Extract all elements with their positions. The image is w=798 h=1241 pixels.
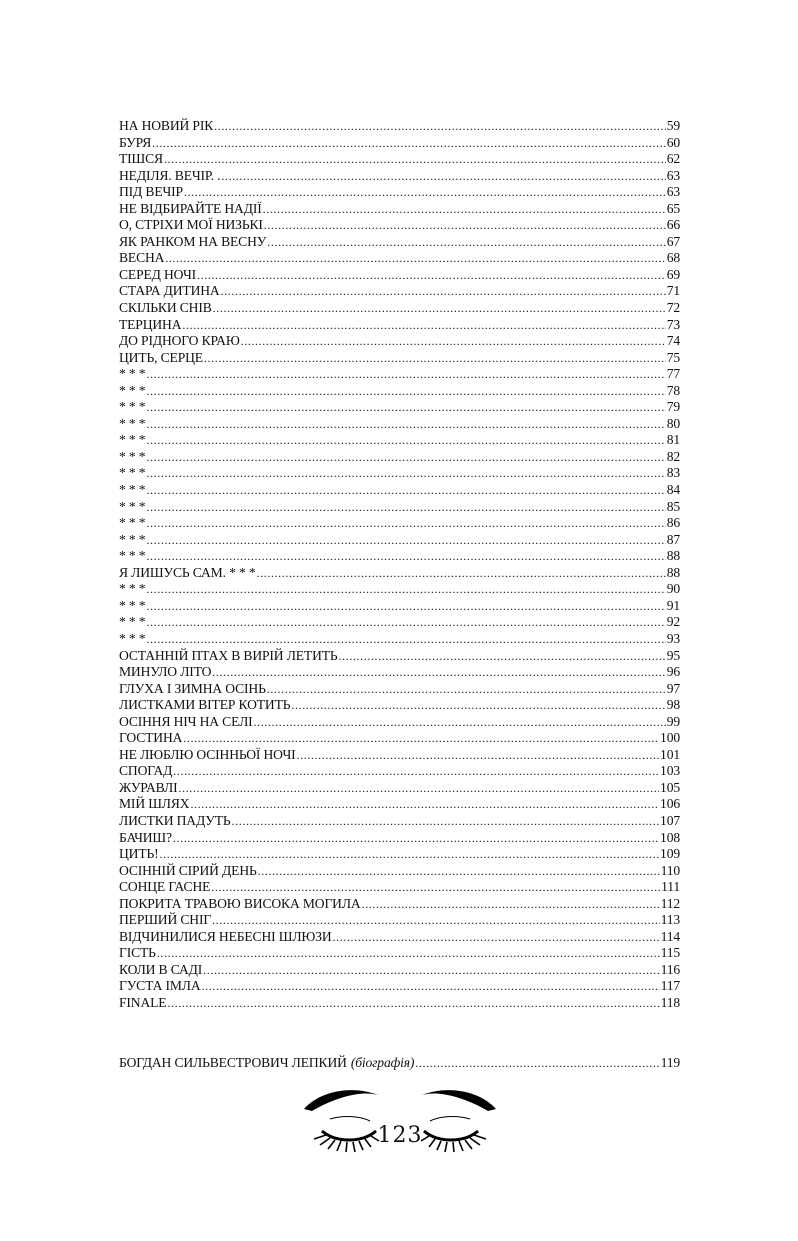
toc-entry-page: 106 (660, 796, 680, 812)
toc-entry[interactable] (119, 366, 680, 383)
toc-entry-title: ЛИСТКИ ПАДУТЬ (119, 812, 231, 828)
toc-entry[interactable] (119, 681, 680, 698)
leader-dots (221, 168, 665, 185)
leader-dots (146, 598, 665, 615)
toc-entry-page: 91 (666, 597, 680, 613)
toc-entry-page: 109 (660, 846, 680, 862)
leader-dots (232, 813, 660, 830)
toc-entry[interactable] (119, 151, 680, 168)
toc-entry-page: 77 (666, 366, 680, 382)
toc-entry-title: КОЛИ В САДІ (119, 961, 203, 977)
leader-dots (173, 830, 659, 847)
leader-dots (160, 846, 660, 863)
toc-entry-title: * * * (119, 448, 146, 464)
toc-entry[interactable] (119, 780, 680, 797)
toc-entry-title: НЕ ЛЮБЛЮ ОСІННЬОЇ НОЧІ (119, 746, 296, 762)
toc-entry-title: ПІД ВЕЧІР (119, 184, 183, 200)
leader-dots (241, 333, 666, 350)
toc-entry-page: 65 (666, 200, 680, 216)
toc-entry[interactable] (119, 714, 680, 731)
toc-entry-page: 81 (666, 432, 680, 448)
toc-entry-page: 63 (666, 184, 680, 200)
toc-entry-title: СПОГАД (119, 763, 173, 779)
toc-entry-page: 100 (660, 730, 680, 746)
leader-dots (146, 449, 665, 466)
leader-dots (197, 267, 666, 284)
toc-entry[interactable] (119, 631, 680, 648)
toc-entry[interactable] (119, 978, 680, 995)
toc-entry-title: * * * (119, 432, 146, 448)
leader-dots (263, 201, 666, 218)
toc-entry-page: 108 (660, 829, 680, 845)
toc-entry[interactable] (119, 796, 680, 813)
toc-entry-title: ЖУРАВЛІ (119, 779, 178, 795)
leader-dots (339, 648, 666, 665)
toc-entry-title: ГОСТИНА (119, 730, 183, 746)
toc-entry-title: FINALE (119, 994, 167, 1010)
toc-entry-page: 82 (666, 448, 680, 464)
toc-entry[interactable] (119, 383, 680, 400)
toc-entry-page: 74 (666, 333, 680, 349)
toc-entry-page: 62 (666, 151, 680, 167)
leader-dots (202, 978, 660, 995)
toc-entry-title: МІЙ ШЛЯХ (119, 796, 190, 812)
leader-dots (146, 614, 665, 631)
toc-entry-title: * * * (119, 581, 146, 597)
toc-entry[interactable] (119, 118, 680, 135)
toc-entry-page: 79 (666, 399, 680, 415)
toc-entry-page: 59 (666, 118, 680, 133)
toc-entry-title: О, СТРІХИ МОЇ НИЗЬКІ (119, 217, 263, 233)
toc-entry[interactable] (119, 201, 680, 218)
leader-dots (179, 780, 660, 797)
toc-entry-title: ПЕРШИЙ СНІГ (119, 912, 212, 928)
toc-entry[interactable] (119, 416, 680, 433)
toc-entry-page: 63 (666, 167, 680, 183)
leader-dots (146, 432, 665, 449)
toc-entry-title: НА НОВИЙ РІК (119, 118, 214, 133)
toc-entry[interactable] (119, 598, 680, 615)
leader-dots (258, 863, 660, 880)
toc-entry-page: 113 (660, 912, 680, 928)
leader-dots (152, 135, 666, 152)
toc-entry-page: 75 (666, 349, 680, 365)
leader-dots (165, 250, 665, 267)
toc-entry-title: * * * (119, 382, 146, 398)
toc-entry-title: МИНУЛО ЛІТО (119, 664, 212, 680)
toc-entry-title: БУРЯ (119, 134, 152, 150)
toc-entry-title: ТЕРЦИНА (119, 316, 182, 332)
leader-dots (173, 763, 659, 780)
toc-entry-page: 117 (660, 978, 680, 994)
toc-entry[interactable] (119, 532, 680, 549)
toc-entry-title: * * * (119, 614, 146, 630)
toc-entry[interactable] (119, 499, 680, 516)
toc-entry-page: 110 (660, 862, 680, 878)
toc-entry[interactable] (119, 267, 680, 284)
toc-entry-title: * * * (119, 597, 146, 613)
page-number: 123 (377, 1123, 423, 1148)
leader-dots (221, 283, 666, 300)
toc-entry-title: * * * (119, 498, 146, 514)
toc-entry[interactable] (119, 945, 680, 962)
toc-entry[interactable] (119, 565, 680, 582)
toc-entry-page: 67 (666, 233, 680, 249)
leader-dots (146, 499, 665, 516)
toc-entry-page: 116 (660, 961, 680, 977)
toc-entry[interactable] (119, 432, 680, 449)
leader-dots (146, 399, 665, 416)
leader-dots (214, 118, 666, 135)
leader-dots (146, 383, 665, 400)
toc-entry[interactable] (119, 962, 680, 979)
leader-dots (267, 681, 666, 698)
toc-entry-page: 84 (666, 482, 680, 498)
toc-entry-page: 60 (666, 134, 680, 150)
leader-dots (297, 747, 660, 764)
leader-dots (146, 482, 665, 499)
right-eyebrow-icon (422, 1090, 496, 1111)
toc-entry-page: 72 (666, 300, 680, 316)
toc-entry[interactable] (119, 317, 680, 334)
toc-entry-title: * * * (119, 465, 146, 481)
leader-dots (182, 317, 665, 334)
toc-entry-title: * * * (119, 515, 146, 531)
toc-entry-title: ОСТАННІЙ ПТАХ В ВИРІЙ ЛЕТИТЬ (119, 647, 338, 663)
toc-entry-title: * * * (119, 415, 146, 431)
toc-entry-title: ЦИТЬ! (119, 846, 159, 862)
toc-entry[interactable] (119, 300, 680, 317)
toc-entry[interactable] (119, 648, 680, 665)
biography-name: БОГДАН СИЛЬВЕСТРОВИЧ ЛЕПКИЙ (119, 1055, 347, 1070)
leader-dots (183, 730, 659, 747)
toc-entry-page: 115 (660, 945, 680, 961)
toc-entry[interactable] (119, 168, 680, 185)
toc-entry[interactable] (119, 879, 680, 896)
toc-entry-title: ВІДЧИНИЛИСЯ НЕБЕСНІ ШЛЮЗИ (119, 928, 332, 944)
toc-entry[interactable] (119, 730, 680, 747)
biography-note: (біографія) (350, 1055, 415, 1070)
toc-entry-title: ДО РІДНОГО КРАЮ (119, 333, 240, 349)
toc-entry-title: НЕ ВІДБИРАЙТЕ НАДІЇ (119, 200, 262, 216)
toc-entry-page: 88 (666, 564, 680, 580)
toc-entry-title: БАЧИШ? (119, 829, 172, 845)
toc-entry-page: 97 (666, 680, 680, 696)
toc-entry-page: 69 (666, 266, 680, 282)
toc-entry-page: 71 (666, 283, 680, 299)
leader-dots (146, 366, 665, 383)
toc-entry[interactable] (119, 482, 680, 499)
table-of-contents (119, 118, 680, 1012)
toc-entry-page: 96 (666, 664, 680, 680)
toc-entry[interactable] (119, 515, 680, 532)
toc-entry-title: * * * (119, 366, 146, 382)
toc-entry[interactable] (119, 912, 680, 929)
leader-dots (184, 184, 666, 201)
leader-dots (267, 234, 665, 251)
toc-entry-page: 99 (666, 713, 680, 729)
toc-entry-title: СТАРА ДИТИНА (119, 283, 220, 299)
toc-entry[interactable] (119, 350, 680, 367)
toc-entry-page: 80 (666, 415, 680, 431)
toc-entry-title: Я ЛИШУСЬ САМ. * * * (119, 564, 256, 580)
toc-entry-title: ТІШСЯ (119, 151, 163, 167)
toc-entry-page: 95 (666, 647, 680, 663)
toc-entry[interactable] (119, 135, 680, 152)
toc-entry-page: 90 (666, 581, 680, 597)
toc-entry-title: ПОКРИТА ТРАВОЮ ВИСОКА МОГИЛА (119, 895, 361, 911)
toc-entry[interactable] (119, 995, 680, 1012)
toc-entry[interactable] (119, 283, 680, 300)
toc-entry-page: 114 (660, 928, 680, 944)
toc-entry-title: ОСІННЯ НІЧ НА СЕЛІ (119, 713, 253, 729)
biography-entry[interactable] (119, 1055, 680, 1072)
toc-entry-page: 112 (660, 895, 680, 911)
leader-dots (146, 581, 665, 598)
toc-entry-page: 87 (666, 531, 680, 547)
toc-entry-title: СОНЦЕ ГАСНЕ (119, 879, 211, 895)
leader-dots (264, 217, 666, 234)
toc-entry[interactable] (119, 234, 680, 251)
toc-entry[interactable] (119, 763, 680, 780)
leader-dots (213, 300, 666, 317)
leader-dots (415, 1055, 659, 1072)
leader-dots (333, 929, 660, 946)
toc-entry[interactable] (119, 664, 680, 681)
toc-entry-title: ЛИСТКАМИ ВІТЕР КОТИТЬ (119, 697, 291, 713)
toc-entry-page: 78 (666, 382, 680, 398)
toc-entry[interactable] (119, 846, 680, 863)
leader-dots (203, 962, 659, 979)
toc-entry[interactable] (119, 581, 680, 598)
toc-entry-page: 73 (666, 316, 680, 332)
leader-dots (146, 515, 665, 532)
toc-entry-title: * * * (119, 531, 146, 547)
leader-dots (212, 664, 665, 681)
toc-entry[interactable] (119, 449, 680, 466)
toc-entry-page: 118 (660, 994, 680, 1010)
leader-dots (146, 532, 665, 549)
toc-entry-title: * * * (119, 630, 146, 646)
toc-entry-page: 101 (660, 746, 680, 762)
toc-entry[interactable] (119, 813, 680, 830)
toc-entry-title: * * * (119, 482, 146, 498)
toc-entry-page: 103 (660, 763, 680, 779)
toc-entry-page: 85 (666, 498, 680, 514)
toc-entry[interactable] (119, 863, 680, 880)
toc-entry[interactable] (119, 333, 680, 350)
toc-entry-page: 88 (666, 548, 680, 564)
leader-dots (257, 565, 666, 582)
leader-dots (146, 416, 665, 433)
leader-dots (164, 151, 666, 168)
toc-entry[interactable] (119, 465, 680, 482)
toc-entry[interactable] (119, 614, 680, 631)
toc-entry-title: СЕРЕД НОЧІ (119, 266, 197, 282)
toc-entry[interactable] (119, 548, 680, 565)
leader-dots (157, 945, 660, 962)
page-footer (300, 1083, 500, 1153)
toc-entry[interactable] (119, 184, 680, 201)
leader-dots (291, 697, 665, 714)
toc-entry-title: ГЛУХА І ЗИМНА ОСІНЬ (119, 680, 266, 696)
toc-entry[interactable] (119, 747, 680, 764)
leader-dots (362, 896, 660, 913)
leader-dots (146, 465, 665, 482)
toc-entry-title: ОСІННІЙ СІРИЙ ДЕНЬ (119, 862, 257, 878)
toc-entry[interactable] (119, 697, 680, 714)
toc-entry[interactable] (119, 896, 680, 913)
leader-dots (167, 995, 659, 1012)
left-eyebrow-icon (304, 1090, 378, 1111)
leader-dots (204, 350, 666, 367)
toc-entry-title: НЕДІЛЯ. ВЕЧІР. . (119, 167, 221, 183)
toc-entry[interactable] (119, 929, 680, 946)
toc-entry-title: ЯК РАНКОМ НА ВЕСНУ (119, 233, 267, 249)
toc-entry-page: 105 (660, 779, 680, 795)
toc-entry-title: СКІЛЬКИ СНІВ (119, 300, 212, 316)
toc-entry[interactable] (119, 217, 680, 234)
toc-entry[interactable] (119, 250, 680, 267)
toc-entry-title: ГУСТА ІМЛА (119, 978, 201, 994)
toc-entry-title: ВЕСНА (119, 250, 165, 266)
toc-entry-title: * * * (119, 399, 146, 415)
toc-entry[interactable] (119, 399, 680, 416)
toc-entry-title: * * * (119, 548, 146, 564)
leader-dots (190, 796, 659, 813)
toc-entry-page: 68 (666, 250, 680, 266)
toc-entry-page: 111 (661, 879, 680, 895)
toc-entry-page: 66 (666, 217, 680, 233)
toc-entry-title: ЦИТЬ, СЕРЦЕ (119, 349, 203, 365)
toc-entry-page: 107 (660, 812, 680, 828)
leader-dots (254, 714, 666, 731)
toc-entry[interactable] (119, 830, 680, 847)
leader-dots (146, 631, 665, 648)
toc-entry-page: 92 (666, 614, 680, 630)
toc-entry-title: ГІСТЬ (119, 945, 156, 961)
toc-entry-page: 83 (666, 465, 680, 481)
toc-entry-page: 86 (666, 515, 680, 531)
leader-dots (212, 912, 660, 929)
toc-entry-page: 98 (666, 697, 680, 713)
toc-entry-page: 93 (666, 630, 680, 646)
biography-page: 119 (660, 1055, 680, 1070)
leader-dots (211, 879, 660, 896)
leader-dots (146, 548, 665, 565)
